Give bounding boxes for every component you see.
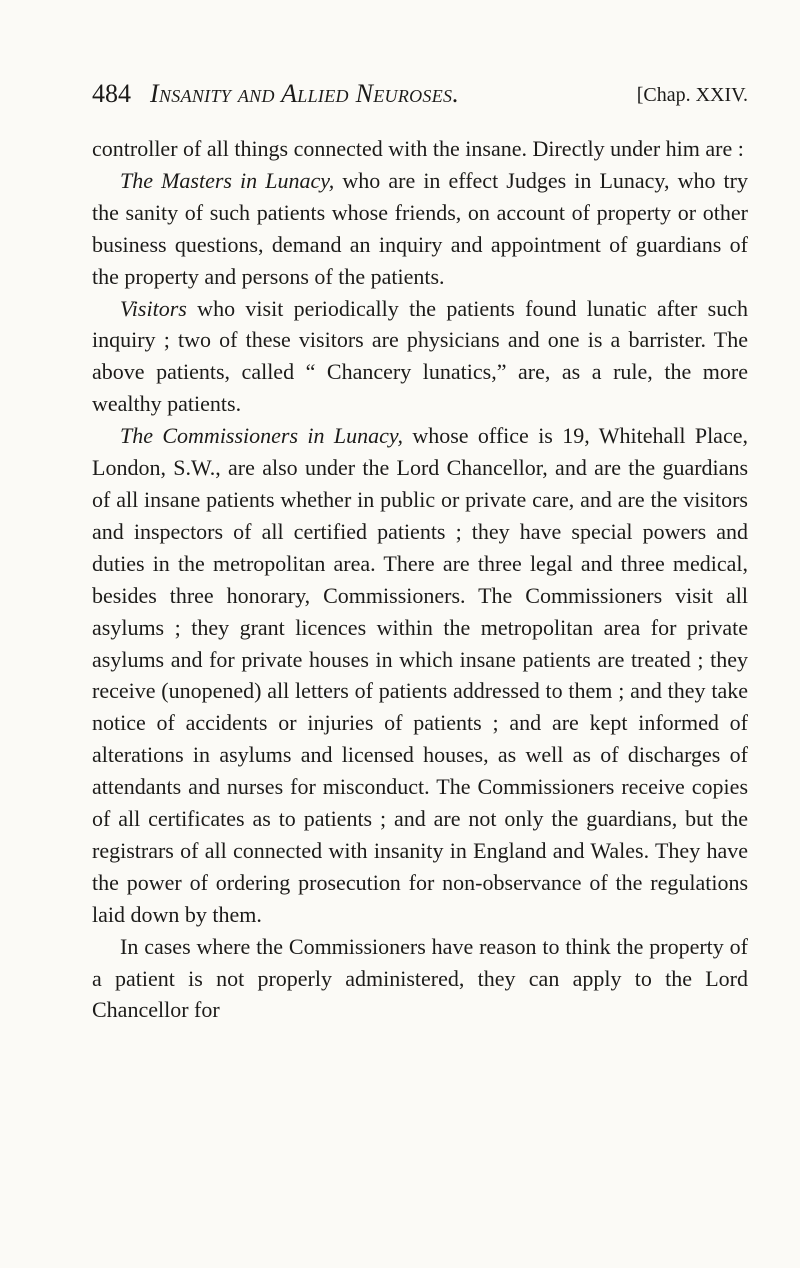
- paragraph-text: whose office is 19, Whitehall Place, London, S.W., are also under the Lord Chancellor, and are the guardians of all insane patients whether in public or private care, and are the visitors and inspectors of all certified patients ; they have special powers and duties in the metropolitan area. There are three legal and three medical, besides three honorary, Commissioners. The Commissioners visit all asylums ; they grant licences within the metropolitan area for private asylums and for private houses in which insane patients are treated ; they receive (unopened) all letters of patients addressed to them ; and they take notice of accidents or injuries of patients ; and are kept informed of alterations in asylums and licensed houses, as well as of discharges of attendants and nurses for misconduct. The Commissioners receive copies of all certificates as to patients ; and are not only the guardians, but the registrars of all connected with insanity in England and Wales. They have the power of ordering prosecution for non-observance of the regulations laid down by them.: [92, 423, 748, 927]
- paragraph-commissioners-in-lunacy: [92, 420, 748, 931]
- paragraph-lead: Visitors: [120, 295, 187, 321]
- paragraph-lead: The Commissioners in Lunacy,: [120, 423, 403, 449]
- paragraph-text: In cases where the Commissioners have reason to think the property of a patient is not properly administered, they can apply to the Lord Chancellor for: [92, 933, 748, 1023]
- page-number: 484: [92, 79, 131, 108]
- chapter-label: [Chap. XXIV.: [636, 84, 748, 106]
- running-header: [92, 76, 748, 112]
- paragraph-lead: The Masters in Lunacy,: [120, 167, 335, 193]
- paragraph-visitors: [92, 293, 748, 421]
- body-text: [92, 133, 748, 1026]
- paragraph-text: who are in effect Judges in Lunacy, who try the sanity of such patients whose friends, on account of property or other business questions, demand an inquiry and appointment of guardians of the property and persons of the patients.: [92, 167, 748, 289]
- paragraph-text: who visit periodically the patients found lunatic after such inquiry ; two of these visitors are physicians and one is a barrister. The above patients, called “ Chancery lunatics,” are, as a rule, the more wealthy patients.: [92, 295, 748, 417]
- paragraph-text: controller of all things connected with the insane. Directly under him are :: [92, 136, 744, 161]
- running-title: Insanity and Allied Neuroses.: [150, 79, 460, 108]
- paragraph-masters-in-lunacy: [92, 165, 748, 293]
- paragraph-in-cases: [92, 931, 748, 1027]
- paragraph-continuation: [92, 133, 748, 165]
